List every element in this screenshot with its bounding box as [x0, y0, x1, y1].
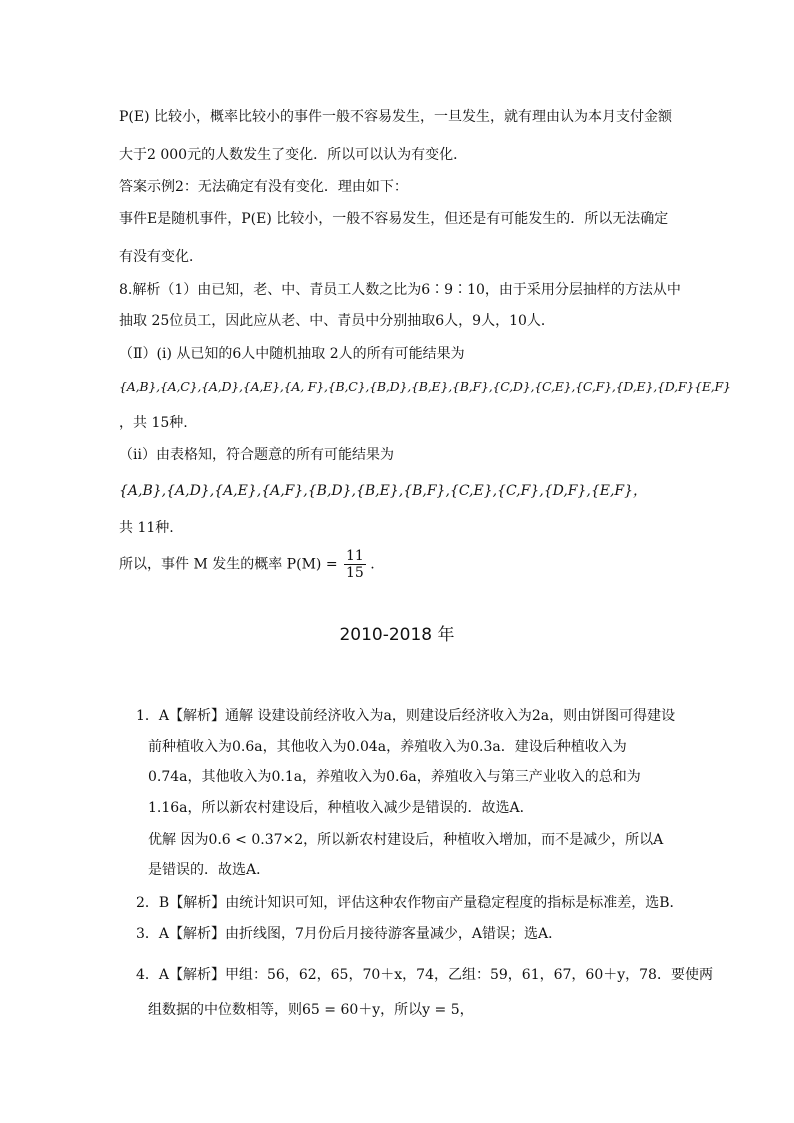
probability-line	[119, 548, 375, 581]
text-line: 共 11种.	[119, 520, 174, 536]
text-line: 1.16a，所以新农村建设后，种植收入减少是错误的．故选A．	[148, 800, 534, 816]
probability-fraction	[344, 548, 366, 581]
text-line: 是错误的．故选A．	[148, 862, 271, 878]
text-line: 8.解析（1）由已知，老、中、青员工人数之比为6∶9∶10，由于采用分层抽样的方法从中	[119, 282, 681, 298]
fraction-denominator: 15	[346, 565, 364, 581]
text-line: 答案示例2：无法确定有没有变化．理由如下：	[119, 179, 408, 195]
text-line: 3．A【解析】由折线图，7月份后月接待游客量减少，A错误；选A．	[136, 926, 563, 942]
text-line: 前种植收入为0.6a，其他收入为0.04a，养殖收入为0.3a．建设后种植收入为	[148, 739, 627, 755]
text-line: 1．A【解析】通解 设建设前经济收入为a，则建设后经济收入为2a，则由饼图可得建设	[136, 708, 676, 724]
text-line: （Ⅱ）(i) 从已知的6人中随机抽取 2人的所有可能结果为	[119, 346, 465, 362]
text-line: 0.74a，其他收入为0.1a，养殖收入为0.6a，养殖收入与第三产业收入的总和为	[148, 769, 641, 785]
probability-prefix: 所以，事件 M 发生的概率 P(M) =	[119, 556, 338, 573]
text-line: 优解 因为0.6 < 0.37×2，所以新农村建设后，种植收入增加，而不是减少，所以A	[148, 832, 664, 848]
text-line: （ii）由表格知，符合题意的所有可能结果为	[119, 447, 394, 463]
text-line: ，共 15种.	[119, 415, 188, 431]
fraction-numerator: 11	[346, 548, 364, 564]
text-line: 组数据的中位数相等，则65 = 60＋y，所以y = 5，	[148, 1002, 474, 1018]
text-line: 抽取 25位员工，因此应从老、中、青员中分别抽取6人，9人，10人．	[119, 313, 555, 329]
text-line: 4．A【解析】甲组：56，62，65，70＋x，74，乙组：59，61，67，60＋y，78．要使两	[136, 967, 713, 983]
section-title: 2010-2018 年	[339, 625, 455, 645]
set-list: {A,B},{A,D},{A,E},{A,F},{B,D},{B,E},{B,F},{C,E},{C,F},{D,F},{E,F}，	[119, 483, 648, 499]
text-line: 大于2 000元的人数发生了变化．所以可以认为有变化．	[119, 147, 468, 163]
text-line: P(E) 比较小，概率比较小的事件一般不容易发生，一旦发生，就有理由认为本月支付金额	[119, 109, 673, 125]
probability-suffix: .	[370, 556, 375, 573]
set-list: {A,B},{A,C},{A,D},{A,E},{A, F},{B,C},{B,D},{B,E},{B,F},{C,D},{C,E},{C,F},{D,E},{D,F}{E,F}	[119, 379, 731, 394]
text-line: 事件E是随机事件，P(E) 比较小，一般不容易发生，但还是有可能发生的．所以无法确定	[119, 211, 669, 227]
text-line: 2．B【解析】由统计知识可知，评估这种农作物亩产量稳定程度的指标是标准差，选B．	[136, 895, 684, 911]
text-line: 有没有变化．	[119, 249, 203, 265]
